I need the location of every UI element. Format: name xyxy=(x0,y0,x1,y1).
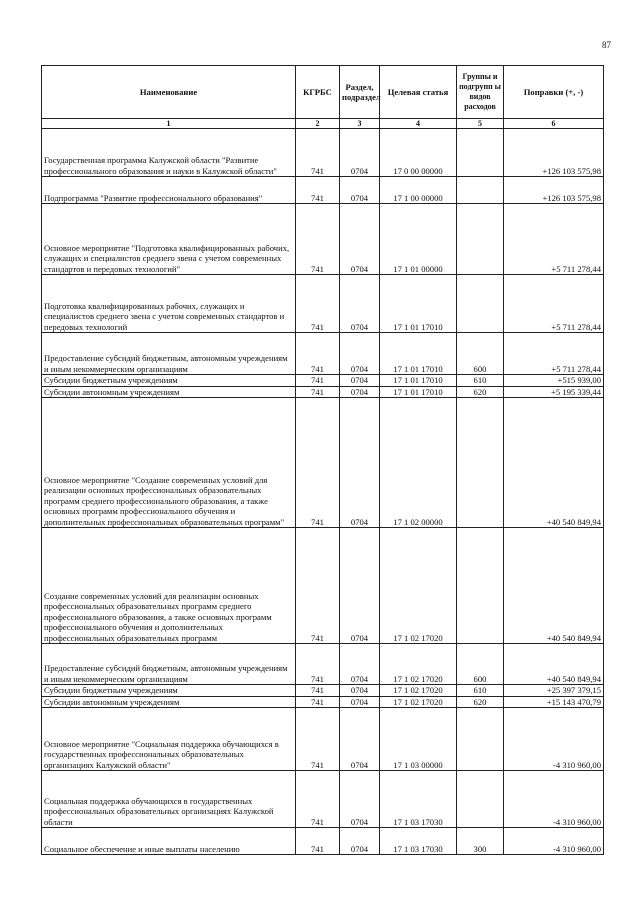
row-group xyxy=(457,708,504,771)
budget-amendments-table xyxy=(41,65,604,855)
row-amount: +5 711 278,44 xyxy=(504,204,604,275)
row-kgrbs: 741 xyxy=(296,685,340,697)
row-section: 0704 xyxy=(340,129,380,177)
row-target: 17 1 03 17030 xyxy=(380,771,457,828)
row-section: 0704 xyxy=(340,644,380,685)
row-group xyxy=(457,771,504,828)
row-kgrbs: 741 xyxy=(296,204,340,275)
column-numbers-row xyxy=(42,119,604,129)
row-group xyxy=(457,528,504,644)
table-row xyxy=(42,375,604,387)
row-target: 17 1 01 17010 xyxy=(380,333,457,375)
table-row xyxy=(42,644,604,685)
row-target: 17 1 01 17010 xyxy=(380,386,457,398)
row-section: 0704 xyxy=(340,708,380,771)
row-target: 17 1 01 00000 xyxy=(380,204,457,275)
row-kgrbs: 741 xyxy=(296,696,340,708)
column-number: 1 xyxy=(42,119,296,129)
row-kgrbs: 741 xyxy=(296,386,340,398)
table-row xyxy=(42,333,604,375)
row-amount: +40 540 849,94 xyxy=(504,644,604,685)
row-group xyxy=(457,398,504,528)
row-name: Подготовка квалифицированных рабочих, служащих и специалистов среднего звена с учетом современных стандартов и передовых технологий xyxy=(42,275,296,333)
row-name: Создание современных условий для реализации основных профессиональных образовательных программ среднего профессионального образования, а также основных программ профессионального обучения и дополнительных профессиональных образовательных программ xyxy=(42,528,296,644)
row-kgrbs: 741 xyxy=(296,375,340,387)
row-target: 17 1 01 17010 xyxy=(380,375,457,387)
column-number: 4 xyxy=(380,119,457,129)
row-target: 17 1 00 00000 xyxy=(380,177,457,204)
row-name: Социальная поддержка обучающихся в государственных профессиональных образовательных организациях Калужской области xyxy=(42,771,296,828)
row-kgrbs: 741 xyxy=(296,771,340,828)
row-kgrbs: 741 xyxy=(296,333,340,375)
row-amount: +5 711 278,44 xyxy=(504,333,604,375)
row-name: Социальное обеспечение и иные выплаты населению xyxy=(42,828,296,855)
row-section: 0704 xyxy=(340,333,380,375)
table-row xyxy=(42,275,604,333)
row-name: Предоставление субсидий бюджетным, автономным учреждениям и иным некоммерческим организациям xyxy=(42,644,296,685)
row-section: 0704 xyxy=(340,375,380,387)
column-number: 5 xyxy=(457,119,504,129)
row-target: 17 1 03 00000 xyxy=(380,708,457,771)
row-target: 17 1 02 00000 xyxy=(380,398,457,528)
column-number: 6 xyxy=(504,119,604,129)
row-section: 0704 xyxy=(340,275,380,333)
table-row xyxy=(42,204,604,275)
row-name: Субсидии бюджетным учреждениям xyxy=(42,375,296,387)
row-name: Субсидии автономным учреждениям xyxy=(42,386,296,398)
row-section: 0704 xyxy=(340,685,380,697)
row-group xyxy=(457,275,504,333)
row-target: 17 0 00 00000 xyxy=(380,129,457,177)
row-kgrbs: 741 xyxy=(296,177,340,204)
table-row xyxy=(42,528,604,644)
row-name: Подпрограмма "Развитие профессионального образования" xyxy=(42,177,296,204)
row-name: Государственная программа Калужской области "Развитие профессионального образования и науки в Калужской области" xyxy=(42,129,296,177)
table-row xyxy=(42,177,604,204)
row-name: Основное мероприятие "Социальная поддержка обучающихся в государственных профессиональных образовательных организациях Калужской области" xyxy=(42,708,296,771)
row-amount: +126 103 575,98 xyxy=(504,129,604,177)
row-group: 610 xyxy=(457,375,504,387)
row-amount: +5 711 278,44 xyxy=(504,275,604,333)
row-kgrbs: 741 xyxy=(296,528,340,644)
row-kgrbs: 741 xyxy=(296,708,340,771)
row-name: Субсидии автономным учреждениям xyxy=(42,696,296,708)
header-target: Целевая статья xyxy=(380,66,457,119)
row-group: 620 xyxy=(457,696,504,708)
row-amount: +126 103 575,98 xyxy=(504,177,604,204)
row-amount: +5 195 339,44 xyxy=(504,386,604,398)
row-amount: +25 397 379,15 xyxy=(504,685,604,697)
table-row xyxy=(42,685,604,697)
table-row xyxy=(42,696,604,708)
table-row xyxy=(42,828,604,855)
row-amount: +515 939,00 xyxy=(504,375,604,387)
table-header-row xyxy=(42,66,604,119)
row-amount: -4 310 960,00 xyxy=(504,708,604,771)
page-number: 87 xyxy=(602,40,611,50)
row-section: 0704 xyxy=(340,696,380,708)
table-row xyxy=(42,771,604,828)
row-group: 600 xyxy=(457,333,504,375)
row-name: Предоставление субсидий бюджетным, автономным учреждениям и иным некоммерческим организациям xyxy=(42,333,296,375)
row-name: Основное мероприятие "Создание современных условий для реализации основных профессиональных образовательных программ среднего профессионального образования, а также основных программ профессионального обучения и дополнительных профессиональных образовательных программ" xyxy=(42,398,296,528)
row-target: 17 1 03 17030 xyxy=(380,828,457,855)
row-name: Субсидии бюджетным учреждениям xyxy=(42,685,296,697)
table-row xyxy=(42,708,604,771)
row-group: 610 xyxy=(457,685,504,697)
row-section: 0704 xyxy=(340,771,380,828)
row-section: 0704 xyxy=(340,204,380,275)
header-amendments: Поправки (+, -) xyxy=(504,66,604,119)
row-kgrbs: 741 xyxy=(296,275,340,333)
header-groups: Группы и подгрупп ы видов расходов xyxy=(457,66,504,119)
row-target: 17 1 02 17020 xyxy=(380,685,457,697)
row-group: 600 xyxy=(457,644,504,685)
row-amount: +15 143 470,79 xyxy=(504,696,604,708)
row-target: 17 1 02 17020 xyxy=(380,644,457,685)
row-target: 17 1 02 17020 xyxy=(380,528,457,644)
header-section: Раздел, подраздел xyxy=(340,66,380,119)
row-amount: +40 540 849,94 xyxy=(504,528,604,644)
column-number: 2 xyxy=(296,119,340,129)
row-amount: -4 310 960,00 xyxy=(504,771,604,828)
row-group: 620 xyxy=(457,386,504,398)
row-kgrbs: 741 xyxy=(296,398,340,528)
row-amount: +40 540 849,94 xyxy=(504,398,604,528)
row-target: 17 1 02 17020 xyxy=(380,696,457,708)
table-row xyxy=(42,398,604,528)
row-name: Основное мероприятие "Подготовка квалифицированных рабочих, служащих и специалистов среднего звена с учетом современных стандартов и передовых технологий" xyxy=(42,204,296,275)
row-group xyxy=(457,177,504,204)
row-section: 0704 xyxy=(340,177,380,204)
column-number: 3 xyxy=(340,119,380,129)
row-amount: -4 310 960,00 xyxy=(504,828,604,855)
row-kgrbs: 741 xyxy=(296,828,340,855)
header-kgrbs: КГРБС xyxy=(296,66,340,119)
row-section: 0704 xyxy=(340,386,380,398)
header-name: Наименование xyxy=(42,66,296,119)
row-group xyxy=(457,129,504,177)
row-section: 0704 xyxy=(340,828,380,855)
row-section: 0704 xyxy=(340,528,380,644)
row-target: 17 1 01 17010 xyxy=(380,275,457,333)
row-section: 0704 xyxy=(340,398,380,528)
row-group xyxy=(457,204,504,275)
row-kgrbs: 741 xyxy=(296,129,340,177)
row-group: 300 xyxy=(457,828,504,855)
table-row xyxy=(42,129,604,177)
table-row xyxy=(42,386,604,398)
row-kgrbs: 741 xyxy=(296,644,340,685)
